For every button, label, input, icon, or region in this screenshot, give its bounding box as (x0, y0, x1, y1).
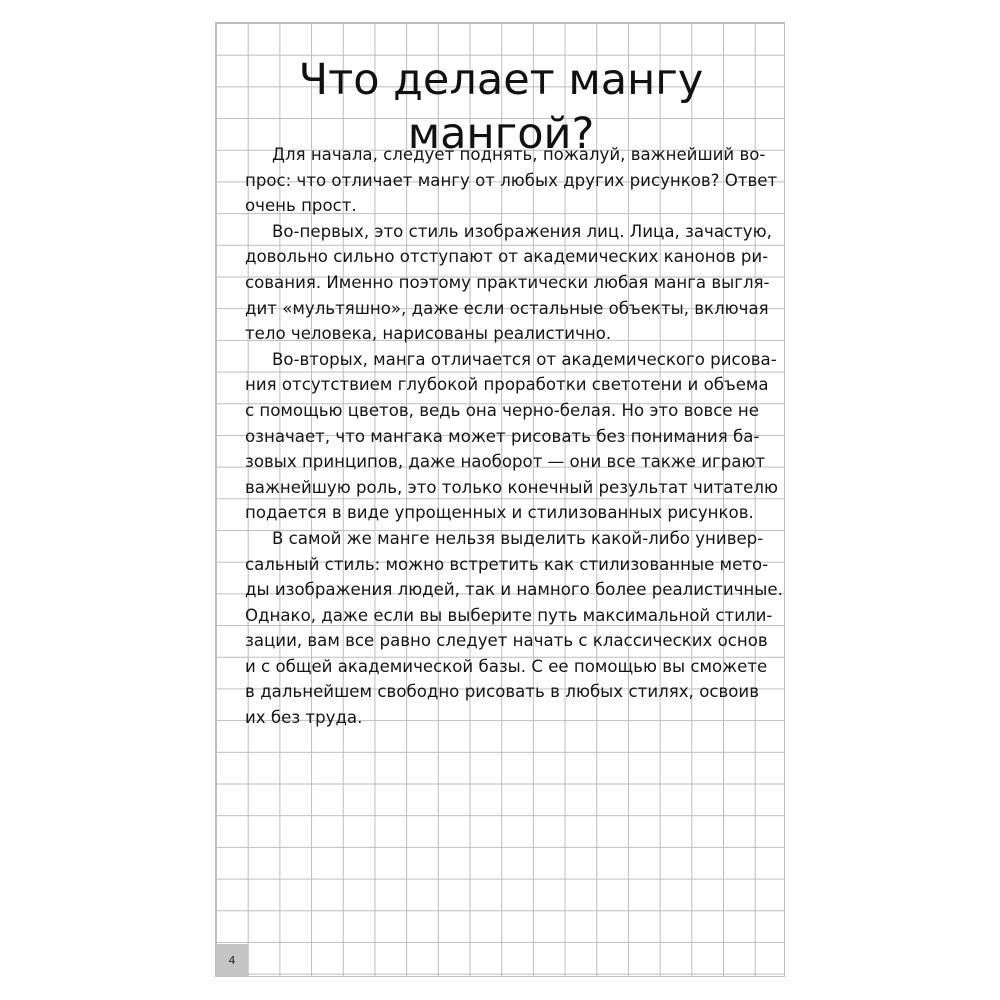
text-line: прос: что отличает мангу от любых других рисунков? Ответ (245, 170, 778, 190)
paragraph-3 (245, 347, 778, 526)
page-title-line-1: Что делает мангу (298, 55, 704, 105)
text-line: и с общей академической базы. С ее помощью вы сможете (245, 656, 768, 676)
text-line: Во-вторых, манга отличается от академического рисова- (272, 349, 777, 369)
text-line: ды изображения людей, так и намного более реалистичные. (245, 580, 783, 600)
text-line: тело человека, нарисованы реалистично. (245, 324, 612, 344)
text-line: зовых принципов, даже наоборот — они все также играют (245, 452, 766, 472)
text-line: подается в виде упрощенных и стилизованных рисунков. (245, 503, 754, 523)
body-text (245, 142, 783, 731)
text-line: ния отсутствием глубокой проработки светотени и объема (245, 375, 769, 395)
paragraph-2 (245, 219, 772, 347)
text-line: довольно сильно отступают от академических канонов ри- (245, 247, 769, 267)
page-number: 4 (216, 944, 248, 976)
text-line: означает, что мангака может рисовать без понимания ба- (245, 426, 760, 446)
text-line: с помощью цветов, ведь она черно-белая. Но это вовсе не (245, 400, 759, 420)
text-line: В самой же манге нельзя выделить какой-либо универ- (272, 528, 764, 548)
page-title-line-2: мангой? (407, 109, 595, 159)
text-line: зации, вам все равно следует начать с классических основ (245, 631, 768, 651)
text-line: Для начала, следует поднять, пожалуй, важнейший во- (272, 145, 766, 164)
text-line: сования. Именно поэтому практически любая манга выгля- (245, 272, 770, 292)
text-line: Во-первых, это стиль изображения лиц. Лица, зачастую, (272, 221, 772, 241)
text-line: важнейшую роль, это только конечный результат читателю (245, 477, 778, 497)
text-line: Однако, даже если вы выберите путь максимальной стили- (245, 605, 773, 625)
book-page (215, 22, 785, 977)
paragraph-1 (245, 142, 778, 219)
text-line: сальный стиль: можно встретить как стилизованные мето- (245, 554, 769, 574)
text-line: в дальнейшем свободно рисовать в любых стилях, освоив (245, 682, 759, 702)
text-line: их без труда. (245, 708, 363, 728)
text-line: очень прост. (245, 196, 357, 216)
paragraph-4 (245, 526, 783, 731)
text-line: дит «мультяшно», даже если остальные объекты, включая (245, 298, 769, 318)
